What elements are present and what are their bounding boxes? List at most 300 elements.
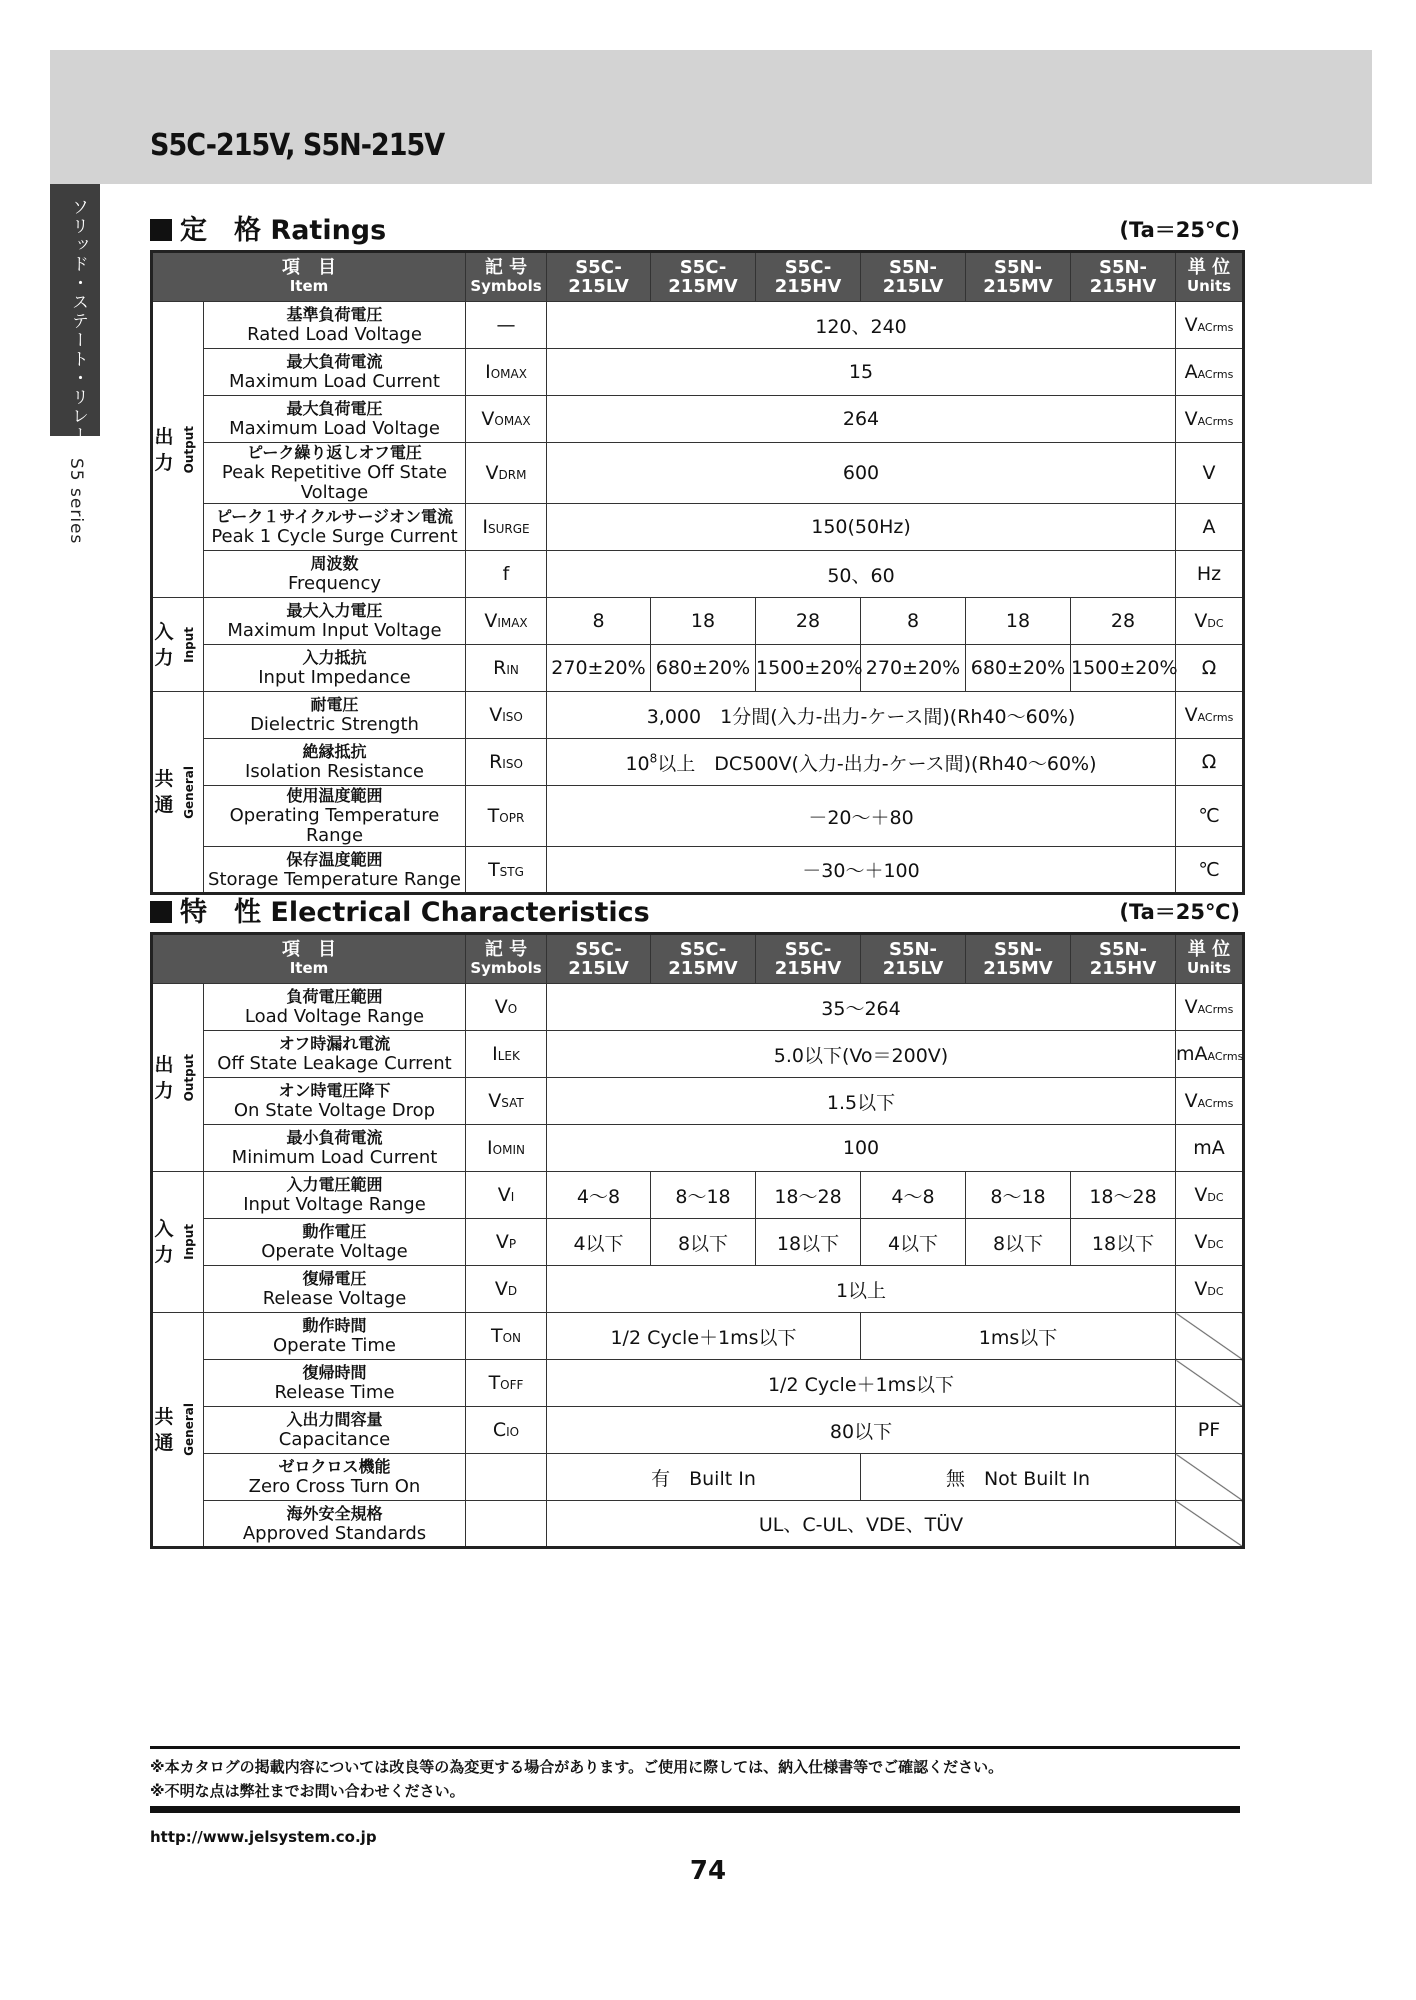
item-name-en: Maximum Load Current (229, 371, 440, 392)
symbol-sub: OFF (500, 1378, 524, 1392)
unit-main: V (1184, 1090, 1198, 1112)
value-cell: 1.5以下 (547, 1078, 1176, 1125)
item-name-en: Frequency (288, 573, 381, 594)
unit-main: mA (1176, 1043, 1208, 1065)
table-row (152, 1313, 1244, 1360)
model-header: S5N- 215MV (966, 934, 1071, 984)
item-name-en: Zero Cross Turn On (248, 1476, 421, 1497)
item-cell (204, 739, 466, 786)
symbol-main: R (493, 657, 507, 679)
item-cell (204, 645, 466, 692)
unit-main: ℃ (1198, 805, 1220, 827)
unit-sub: ACrms (1197, 321, 1234, 334)
group-label-jp-2: 力 (154, 646, 174, 669)
item-cell (204, 1219, 466, 1266)
symbol-main: I (485, 361, 491, 383)
group-label-en: General (181, 765, 196, 819)
group-label-jp-1: 出 (154, 1053, 174, 1076)
group-label (152, 302, 204, 598)
item-cell (204, 598, 466, 645)
unit-main: V (1194, 1184, 1208, 1206)
unit-sub: ACrms (1197, 711, 1234, 724)
table-row (152, 984, 1244, 1031)
value-cell: 1/2 Cycle＋1ms以下 (547, 1360, 1176, 1407)
footnote-2: ※不明な点は弊社までお問い合わせください。 (150, 1782, 465, 1800)
unit-cell (1176, 1031, 1244, 1078)
value-cell: 680±20% (651, 645, 756, 692)
electrical-header-row (152, 934, 1244, 984)
item-name-jp: ピーク繰り返しオフ電圧 (247, 443, 422, 462)
symbol-sub: LEK (497, 1049, 520, 1063)
group-label-en: Output (181, 1053, 196, 1102)
unit-main: A (1184, 361, 1198, 383)
item-name-jp: ゼロクロス機能 (278, 1457, 391, 1476)
table-row (152, 504, 1244, 551)
item-cell (204, 1266, 466, 1313)
header-band (50, 50, 1372, 184)
value-cell: 8～18 (651, 1172, 756, 1219)
item-name-en: Dielectric Strength (250, 714, 419, 735)
unit-cell (1176, 1125, 1244, 1172)
item-header: 項 目 Item (152, 252, 466, 302)
symbol-main: T (488, 858, 500, 881)
symbol-main: f (502, 563, 510, 585)
value-cell: 8以下 (966, 1219, 1071, 1266)
symbol-header: 記 号 Symbols (466, 934, 547, 984)
value-cell: 4～8 (861, 1172, 966, 1219)
unit-main: mA (1193, 1137, 1225, 1159)
symbol-main: I (492, 1043, 498, 1065)
symbol-cell (466, 598, 547, 645)
unit-main: Ω (1201, 751, 1217, 773)
table-row (152, 1454, 1244, 1501)
item-name-en: Off State Leakage Current (217, 1053, 452, 1074)
unit-cell-empty (1176, 1360, 1244, 1407)
group-label-en: Output (181, 425, 196, 474)
symbol-main: I (487, 1137, 493, 1159)
model-header: S5C- 215MV (651, 252, 756, 302)
unit-cell (1176, 1219, 1244, 1266)
page-number: 74 (689, 1856, 727, 1886)
symbol-sub: IN (506, 663, 519, 677)
unit-sub: DC (1207, 1285, 1224, 1298)
value-cell: 18～28 (756, 1172, 861, 1219)
symbol-main: V (485, 462, 499, 484)
group-label-jp-2: 力 (154, 1079, 174, 1102)
ratings-title: 定 格 Ratings (150, 208, 386, 247)
symbol-cell (466, 443, 547, 504)
item-name-en: Isolation Resistance (245, 761, 424, 782)
value-cell (547, 739, 1176, 786)
footer-rule-bottom (150, 1806, 1240, 1813)
unit-sub: ACrms (1197, 1097, 1234, 1110)
item-name-en: On State Voltage Drop (233, 1100, 436, 1121)
group-label-jp (154, 1404, 173, 1456)
value-cell: 4以下 (861, 1219, 966, 1266)
item-cell (204, 692, 466, 739)
symbol-header: 記 号 Symbols (466, 252, 547, 302)
table-row (152, 598, 1244, 645)
model-header: S5N- 215MV (966, 252, 1071, 302)
symbol-sub: SURGE (487, 522, 530, 536)
symbol-cell (466, 349, 547, 396)
symbol-sub: O (507, 1002, 518, 1016)
symbol-cell (466, 984, 547, 1031)
units-header: 単 位 Units (1176, 934, 1244, 984)
table-row (152, 443, 1244, 504)
table-row (152, 349, 1244, 396)
group-label-jp-1: 出 (154, 425, 174, 448)
item-header: 項 目 Item (152, 934, 466, 984)
table-row (152, 1172, 1244, 1219)
value-cell: 150(50Hz) (547, 504, 1176, 551)
unit-cell (1176, 739, 1244, 786)
group-label-jp-2: 力 (154, 1244, 174, 1266)
value-cell: 18以下 (756, 1219, 861, 1266)
unit-cell (1176, 786, 1244, 847)
group-label-jp (154, 619, 173, 671)
symbol-main: T (487, 805, 500, 827)
model-header: S5N- 215LV (861, 934, 966, 984)
item-cell (204, 396, 466, 443)
value-cell-s5n: 無 Not Built In (861, 1454, 1176, 1501)
unit-main: PF (1197, 1419, 1221, 1441)
group-label-jp (154, 1052, 173, 1104)
item-name-jp: 最大入力電圧 (286, 601, 383, 620)
electrical-condition: (Ta＝25℃) (1119, 900, 1240, 924)
table-row (152, 396, 1244, 443)
group-label-en: General (181, 1403, 196, 1456)
value-cell: 35～264 (547, 984, 1176, 1031)
unit-cell (1176, 551, 1244, 598)
symbol-cell (466, 739, 547, 786)
value-cell: 50、60 (547, 551, 1176, 598)
item-cell (204, 1172, 466, 1219)
symbol-cell (466, 1313, 547, 1360)
model-header: S5N- 215HV (1071, 934, 1176, 984)
symbol-cell (466, 302, 547, 349)
unit-cell (1176, 645, 1244, 692)
square-bullet-icon (150, 901, 172, 923)
item-cell (204, 1078, 466, 1125)
symbol-cell (466, 1360, 547, 1407)
page-title: S5C-215V, S5N-215V (150, 128, 445, 163)
item-name-en: Peak Repetitive Off State Voltage (221, 462, 448, 503)
group-label-jp-2: 通 (154, 794, 174, 816)
symbol-cell (466, 692, 547, 739)
unit-main: ℃ (1198, 858, 1220, 881)
symbol-cell (466, 1501, 547, 1548)
group-label-inner (153, 424, 203, 476)
group-label-jp-1: 共 (154, 768, 174, 790)
item-cell (204, 1313, 466, 1360)
symbol-sub: ISO (502, 710, 523, 724)
value-cell: －20～＋80 (547, 786, 1176, 847)
value-cell-s5n: 1ms以下 (861, 1313, 1176, 1360)
unit-cell-empty (1176, 1313, 1244, 1360)
unit-cell (1176, 847, 1244, 894)
table-row (152, 645, 1244, 692)
value-cell: 8 (547, 598, 651, 645)
symbol-sub: OMAX (494, 414, 531, 428)
group-label-inner (153, 766, 203, 819)
ratings-table (150, 250, 1245, 895)
item-name-en: Operate Voltage (261, 1241, 408, 1262)
item-name-jp: 耐電圧 (310, 695, 359, 714)
footer-rule-top (150, 1746, 1240, 1749)
unit-cell (1176, 984, 1244, 1031)
item-name-jp: オン時電圧降下 (278, 1081, 391, 1100)
item-name-jp: 周波数 (310, 554, 359, 573)
symbol-sub: DRM (498, 468, 527, 482)
item-name-jp: オフ時漏れ電流 (278, 1034, 391, 1053)
table-row (152, 1501, 1244, 1548)
group-label (152, 984, 204, 1172)
item-name-en: Peak 1 Cycle Surge Current (211, 526, 458, 547)
symbol-main: V (494, 996, 508, 1018)
item-name-jp: 使用温度範囲 (286, 786, 383, 805)
symbol-cell (466, 551, 547, 598)
item-name-jp: 絶縁抵抗 (302, 742, 367, 761)
group-label-inner (153, 1216, 203, 1268)
symbol-cell (466, 1172, 547, 1219)
unit-cell (1176, 1266, 1244, 1313)
item-name-jp: 動作時間 (302, 1316, 367, 1335)
item-name-en: Capacitance (278, 1429, 391, 1450)
unit-main: V (1194, 1231, 1208, 1253)
item-name-en: Release Time (274, 1382, 395, 1403)
group-label-jp (154, 424, 173, 476)
symbol-main: I (482, 516, 488, 538)
unit-sub: ACrms (1197, 415, 1234, 428)
table-row (152, 1125, 1244, 1172)
value-exponent: 8 (649, 751, 658, 766)
ratings-condition: (Ta＝25℃) (1119, 218, 1240, 242)
item-name-jp: 保存温度範囲 (286, 849, 383, 869)
item-cell (204, 1454, 466, 1501)
table-row (152, 1078, 1244, 1125)
symbol-main: V (488, 1090, 502, 1112)
model-header: S5N- 215LV (861, 252, 966, 302)
item-name-jp: 基準負荷電圧 (286, 305, 383, 324)
value-cell: 1500±20% (1071, 645, 1176, 692)
symbol-main: — (496, 314, 516, 336)
item-name-jp: 負荷電圧範囲 (286, 987, 383, 1006)
table-row (152, 1407, 1244, 1454)
item-name-en: Input Voltage Range (243, 1194, 426, 1215)
unit-main: V (1184, 314, 1198, 336)
table-row (152, 847, 1244, 894)
item-name-jp: 動作電圧 (302, 1222, 367, 1241)
side-series-label: S5 series (66, 458, 86, 545)
table-row (152, 551, 1244, 598)
symbol-sub: ISO (502, 757, 523, 771)
website-url: http://www.jelsystem.co.jp (150, 1828, 377, 1846)
item-cell (204, 504, 466, 551)
unit-main: Hz (1196, 563, 1222, 585)
item-cell (204, 349, 466, 396)
unit-cell (1176, 349, 1244, 396)
symbol-main: C (492, 1419, 507, 1441)
symbol-sub: D (507, 1284, 518, 1298)
item-name-jp: 入力電圧範囲 (286, 1175, 383, 1194)
item-cell (204, 1360, 466, 1407)
item-cell (204, 1501, 466, 1548)
value-cell: UL、C-UL、VDE、TÜV (547, 1501, 1176, 1548)
electrical-table (150, 932, 1245, 1549)
group-label (152, 692, 204, 894)
unit-main: V (1194, 610, 1208, 632)
item-name-jp: 入力抵抗 (302, 648, 367, 667)
symbol-main: V (494, 1278, 508, 1300)
table-row (152, 1266, 1244, 1313)
unit-cell (1176, 692, 1244, 739)
symbol-cell (466, 1266, 547, 1313)
value-cell: 270±20% (547, 645, 651, 692)
item-name-en: Operating Temperature Range (229, 805, 440, 846)
unit-cell (1176, 443, 1244, 504)
ratings-header-row (152, 252, 1244, 302)
value-cell: 4以下 (547, 1219, 651, 1266)
item-cell (204, 847, 466, 894)
symbol-main: T (488, 1372, 501, 1394)
square-bullet-icon (150, 219, 172, 241)
item-cell (204, 786, 466, 847)
item-name-jp: 最大負荷電流 (286, 352, 383, 371)
unit-cell (1176, 1078, 1244, 1125)
group-label (152, 1172, 204, 1313)
table-row (152, 692, 1244, 739)
table-row (152, 739, 1244, 786)
value-cell: 8 (861, 598, 966, 645)
table-row (152, 1031, 1244, 1078)
model-header: S5C- 215LV (547, 934, 651, 984)
model-header: S5C- 215HV (756, 934, 861, 984)
unit-main: V (1184, 996, 1198, 1018)
unit-cell (1176, 598, 1244, 645)
value-rest: 以上 DC500V(入力-出力-ケース間)(Rh40～60%) (657, 752, 1097, 775)
unit-sub: ACrms (1207, 1050, 1244, 1063)
symbol-sub: IO (506, 1425, 520, 1439)
model-header: S5C- 215LV (547, 252, 651, 302)
value-cell: 264 (547, 396, 1176, 443)
item-name-jp: 復帰電圧 (302, 1269, 367, 1288)
item-name-en: Approved Standards (242, 1522, 427, 1544)
model-header: S5C- 215HV (756, 252, 861, 302)
item-name-en: Minimum Load Current (231, 1147, 438, 1168)
value-cell: 8以下 (651, 1219, 756, 1266)
value-cell: 100 (547, 1125, 1176, 1172)
symbol-sub: OMAX (490, 367, 527, 381)
symbol-cell (466, 1219, 547, 1266)
group-label-en: Input (181, 626, 196, 663)
unit-cell-empty (1176, 1454, 1244, 1501)
unit-main: V (1184, 408, 1198, 430)
unit-cell (1176, 302, 1244, 349)
value-cell: 270±20% (861, 645, 966, 692)
item-name-jp: 最小負荷電流 (286, 1128, 383, 1147)
table-row (152, 1219, 1244, 1266)
group-label-jp-2: 通 (154, 1431, 174, 1454)
table-row (152, 1360, 1244, 1407)
group-label-jp-2: 力 (154, 451, 174, 474)
side-tab-label: ソリッド・ステート・リレー (68, 198, 88, 445)
symbol-cell (466, 645, 547, 692)
group-label-jp-1: 入 (154, 1218, 174, 1240)
unit-cell-empty (1176, 1501, 1244, 1548)
value-cell: 18 (966, 598, 1071, 645)
value-cell: 680±20% (966, 645, 1071, 692)
group-label-inner (153, 1052, 203, 1104)
symbol-cell (466, 504, 547, 551)
value-cell: 600 (547, 443, 1176, 504)
item-name-en: Release Voltage (262, 1288, 407, 1309)
symbol-cell (466, 1125, 547, 1172)
unit-sub: DC (1207, 617, 1224, 630)
item-name-jp: ピーク１サイクルサージオン電流 (215, 507, 454, 526)
symbol-sub: STG (499, 864, 524, 879)
unit-cell (1176, 1172, 1244, 1219)
symbol-main: V (481, 408, 495, 430)
footnote-1: ※本カタログの掲載内容については改良等の為変更する場合があります。ご使用に際しては、納入仕様書等でご確認ください。 (150, 1758, 1004, 1776)
value-cell: 80以下 (547, 1407, 1176, 1454)
item-cell (204, 1407, 466, 1454)
value-cell: 28 (756, 598, 861, 645)
item-name-en: Storage Temperature Range (208, 868, 461, 890)
group-label-jp-1: 入 (154, 620, 174, 643)
unit-sub: ACrms (1197, 368, 1234, 381)
value-cell: 5.0以下(Vo＝200V) (547, 1031, 1176, 1078)
group-label-jp (154, 766, 173, 818)
symbol-sub: SAT (501, 1096, 524, 1110)
value-cell: 4～8 (547, 1172, 651, 1219)
group-label-inner (153, 1403, 203, 1456)
item-name-en: Maximum Load Voltage (229, 418, 440, 439)
item-cell (204, 1031, 466, 1078)
symbol-cell (466, 1454, 547, 1501)
unit-sub: ACrms (1197, 1003, 1234, 1016)
value-base: 10 (625, 752, 650, 775)
symbol-sub: IMAX (497, 616, 528, 630)
unit-main: A (1202, 516, 1216, 538)
unit-main: V (1194, 1278, 1208, 1300)
symbol-cell (466, 1078, 547, 1125)
symbol-cell (466, 1407, 547, 1454)
value-cell: 18以下 (1071, 1219, 1176, 1266)
symbol-sub: P (508, 1237, 517, 1251)
value-cell: －30～＋100 (547, 847, 1176, 894)
item-cell (204, 443, 466, 504)
units-header: 単 位 Units (1176, 252, 1244, 302)
value-cell-s5c: 有 Built In (547, 1454, 861, 1501)
group-label-jp (154, 1216, 173, 1268)
unit-sub: DC (1207, 1191, 1224, 1204)
group-label-en: Input (181, 1224, 196, 1260)
item-name-jp: 海外安全規格 (286, 1503, 383, 1523)
symbol-sub: I (510, 1190, 515, 1204)
symbol-main: V (495, 1231, 509, 1253)
unit-main: V (1202, 462, 1216, 484)
unit-main: Ω (1201, 657, 1217, 679)
value-cell: 18～28 (1071, 1172, 1176, 1219)
unit-cell (1176, 1407, 1244, 1454)
group-label (152, 598, 204, 692)
value-cell: 28 (1071, 598, 1176, 645)
value-cell: 15 (547, 349, 1176, 396)
value-cell: 3,000 1分間(入力-出力-ケース間)(Rh40～60%) (547, 692, 1176, 739)
value-cell: 120、240 (547, 302, 1176, 349)
group-label-inner (153, 619, 203, 671)
